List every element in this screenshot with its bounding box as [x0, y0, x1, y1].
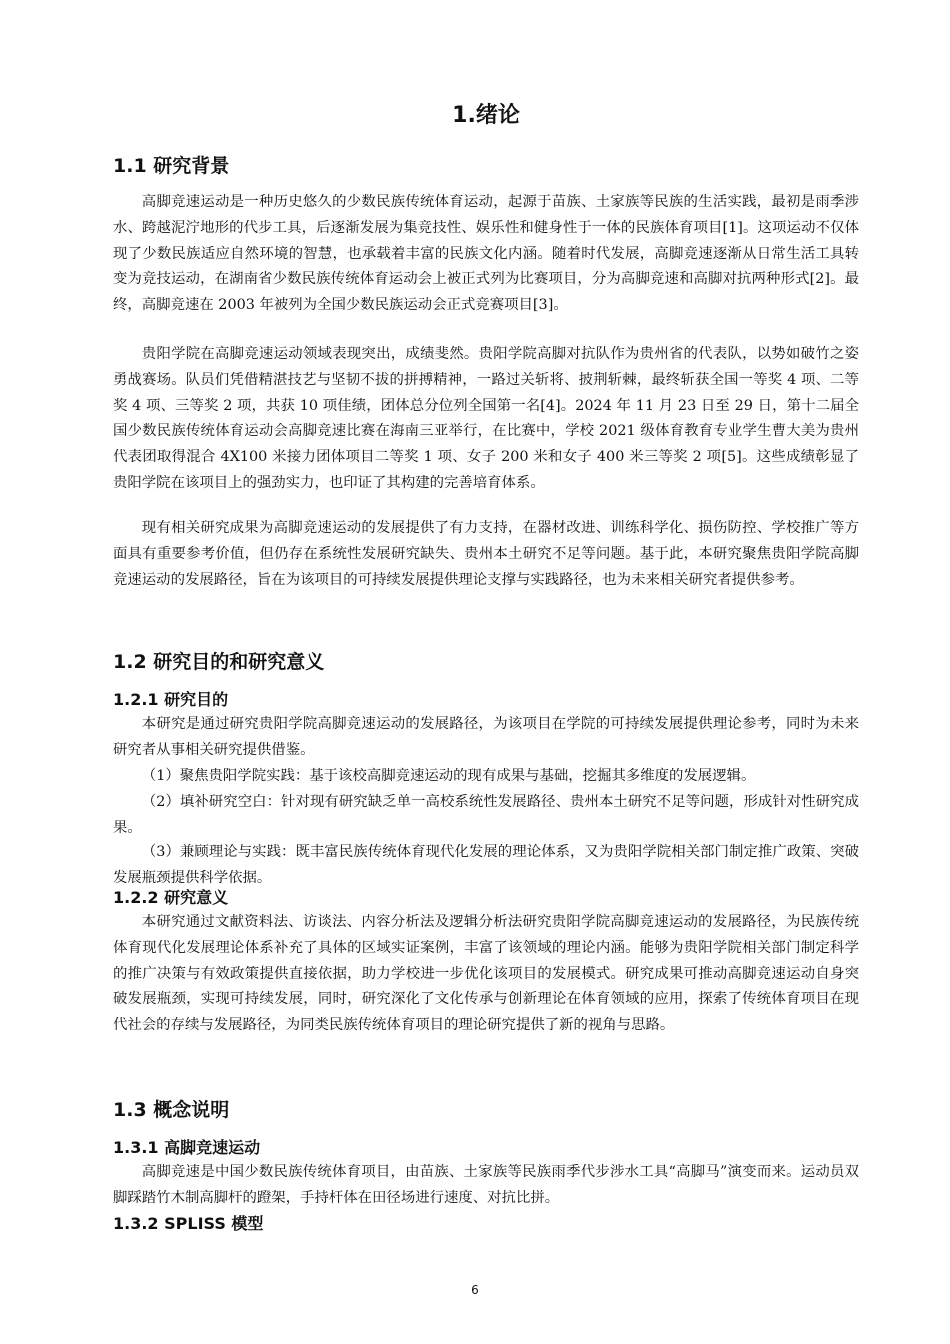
subsection-heading-1-2-1: 1.2.1 研究目的	[113, 690, 229, 709]
section-heading-1-1: 1.1 研究背景	[113, 155, 230, 177]
purpose-item-1: （1）聚焦贵阳学院实践：基于该校高脚竞速运动的现有成果与基础，挖掘其多维度的发展逻辑。	[141, 768, 756, 784]
paragraph-concept-gaojiao: 高脚竞速是中国少数民族传统体育项目，由苗族、土家族等民族雨季代步涉水工具“高脚马”演变而来。运动员双脚踩踏竹木制高脚杆的蹬架，手持杆体在田径场进行速度、对抗比拼。	[113, 1164, 859, 1206]
section-heading-1-2: 1.2 研究目的和研究意义	[113, 651, 325, 673]
subsection-heading-1-3-1: 1.3.1 高脚竞速运动	[113, 1138, 261, 1157]
purpose-item-2: （2）填补研究空白：针对现有研究缺乏单一高校系统性发展路径、贵州本土研究不足等问题，形成针对性研究成果。	[113, 794, 859, 836]
paragraph-background-3: 现有相关研究成果为高脚竞速运动的发展提供了有力支持，在器材改进、训练科学化、损伤防控、学校推广等方面具有重要参考价值，但仍存在系统性发展研究缺失、贵州本土研究不足等问题。基于此，本研究聚焦贵阳学院高脚竞速运动的发展路径，旨在为该项目的可持续发展提供理论支撑与实践路径，也为未来相关研究者提供参考。	[113, 520, 859, 588]
paragraph-background-1: 高脚竞速运动是一种历史悠久的少数民族传统体育运动，起源于苗族、土家族等民族的生活实践，最初是雨季涉水、跨越泥泞地形的代步工具，后逐渐发展为集竞技性、娱乐性和健身性于一体的民族体育项目[1]。这项运动不仅体现了少数民族适应自然环境的智慧，也承载着丰富的民族文化内涵。随着时代发展，高脚竞速逐渐从日常生活工具转变为竞技运动，在湖南省少数民族传统体育运动会上被正式列为比赛项目，分为高脚竞速和高脚对抗两种形式[2]。最终，高脚竞速在 2003 年被列为全国少数民族运动会正式竞赛项目[3]。	[113, 194, 859, 314]
paragraph-significance: 本研究通过文献资料法、访谈法、内容分析法及逻辑分析法研究贵阳学院高脚竞速运动的发展路径，为民族传统体育现代化发展理论体系补充了具体的区域实证案例，丰富了该领域的理论内涵。能够为贵阳学院相关部门制定科学的推广决策与有效政策提供直接依据，助力学校进一步优化该项目的发展模式。研究成果可推动高脚竞速运动自身突破发展瓶颈，实现可持续发展，同时，研究深化了文化传承与创新理论在体育领域的应用，探索了传统体育项目在现代社会的存续与发展路径，为同类民族传统体育项目的理论研究提供了新的视角与思路。	[113, 914, 859, 1034]
subsection-heading-1-3-2: 1.3.2 SPLISS 模型	[113, 1214, 264, 1233]
purpose-item-3: （3）兼顾理论与实践：既丰富民族传统体育现代化发展的理论体系，又为贵阳学院相关部门制定推广政策、突破发展瓶颈提供科学依据。	[113, 844, 859, 886]
chapter-title: 1.绪论	[452, 103, 520, 128]
paragraph-purpose: 本研究是通过研究贵阳学院高脚竞速运动的发展路径，为该项目在学院的可持续发展提供理论参考，同时为未来研究者从事相关研究提供借鉴。	[113, 716, 859, 758]
paragraph-background-2: 贵阳学院在高脚竞速运动领域表现突出，成绩斐然。贵阳学院高脚对抗队作为贵州省的代表队，以势如破竹之姿勇战赛场。队员们凭借精湛技艺与坚韧不拔的拼搏精神，一路过关斩将、披荆斩棘，最终斩获全国一等奖 4 项、二等奖 4 项、三等奖 2 项，共获 10 项佳绩，团体总分位列全国第一名[4]。2024 年 11 月 23 日至 29 日，第十二届全国少数民族传统体育运动会高脚竞速比赛在海南三亚举行，在比赛中，学校 2021 级体育教育专业学生曹大美为贵州代表团取得混合 4X100 米接力团体项目二等奖 1 项、女子 200 米和女子 400 米三等奖 2 项[5]。这些成绩彰显了贵阳学院在该项目上的强劲实力，也印证了其构建的完善培育体系。	[113, 346, 859, 491]
subsection-heading-1-2-2: 1.2.2 研究意义	[113, 888, 229, 907]
section-heading-1-3: 1.3 概念说明	[113, 1099, 230, 1121]
page-number: 6	[471, 1283, 479, 1297]
